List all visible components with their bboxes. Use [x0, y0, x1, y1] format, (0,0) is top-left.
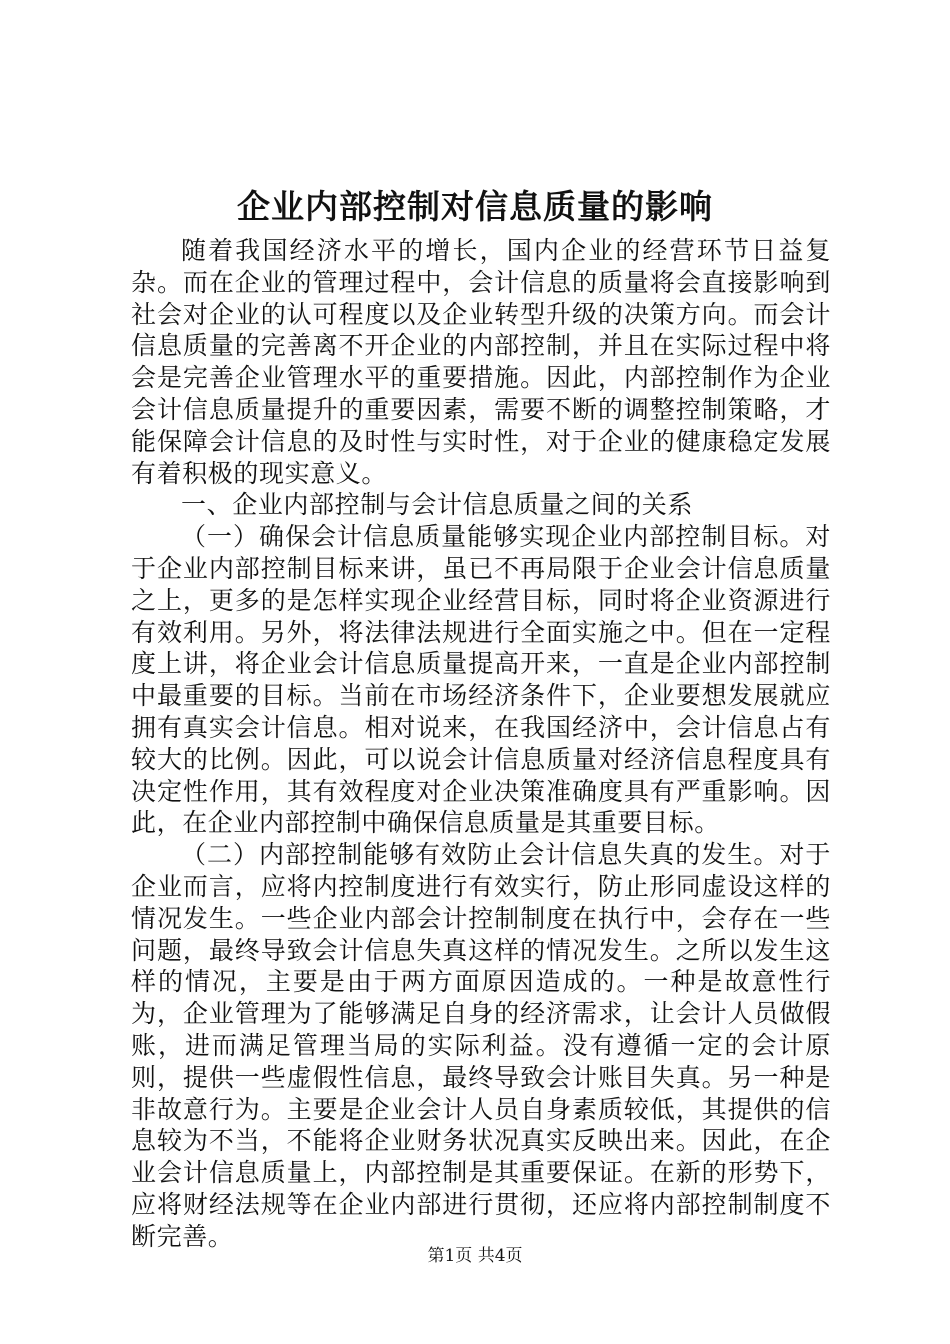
subsection-2-paragraph: （二）内部控制能够有效防止会计信息失真的发生。对于企业而言，应将内控制度进行有效实行，防止形同虚设这样的情况发生。一些企业内部会计控制制度在执行中，会存在一些问题，最终导致会计信息失真这样的情况发生。之所以发生这样的情况，主要是由于两方面原因造成的。一种是故意性行为，企业管理为了能够满足自身的经济需求，让会计人员做假账，进而满足管理当局的实际利益。没有遵循一定的会计原则，提供一些虚假性信息，最终导致会计账目失真。另一种是非故意行为。主要是企业会计人员自身素质较低，其提供的信息较为不当，不能将企业财务状况真实反映出来。因此，在企业会计信息质量上，内部控制是其重要保证。在新的形势下，应将财经法规等在企业内部进行贯彻，还应将内部控制制度不断完善。: [131, 840, 831, 1251]
subsection-1-paragraph: （一）确保会计信息质量能够实现企业内部控制目标。对于企业内部控制目标来讲，虽已不再局限于企业会计信息质量之上，更多的是怎样实现企业经营目标，同时将企业资源进行有效利用。另外，将法律法规进行全面实施之中。但在一定程度上讲，将企业会计信息质量提高开来，一直是企业内部控制中最重要的目标。当前在市场经济条件下，企业要想发展就应拥有真实会计信息。相对说来，在我国经济中，会计信息占有较大的比例。因此，可以说会计信息质量对经济信息程度具有决定性作用，其有效程度对企业决策准确度具有严重影响。因此，在企业内部控制中确保信息质量是其重要目标。: [131, 522, 831, 838]
intro-paragraph: 随着我国经济水平的增长，国内企业的经营环节日益复杂。而在企业的管理过程中，会计信息的质量将会直接影响到社会对企业的认可程度以及企业转型升级的决策方向。而会计信息质量的完善离不开企业的内部控制，并且在实际过程中将会是完善企业管理水平的重要措施。因此，内部控制作为企业会计信息质量提升的重要因素，需要不断的调整控制策略，才能保障会计信息的及时性与实时性，对于企业的健康稳定发展有着积极的现实意义。: [131, 236, 831, 488]
section-heading: 一、企业内部控制与会计信息质量之间的关系: [181, 490, 694, 520]
page-footer: 第1页 共4页: [427, 1246, 523, 1266]
document-body: [131, 235, 831, 1253]
document-title: 企业内部控制对信息质量的影响: [237, 187, 713, 226]
